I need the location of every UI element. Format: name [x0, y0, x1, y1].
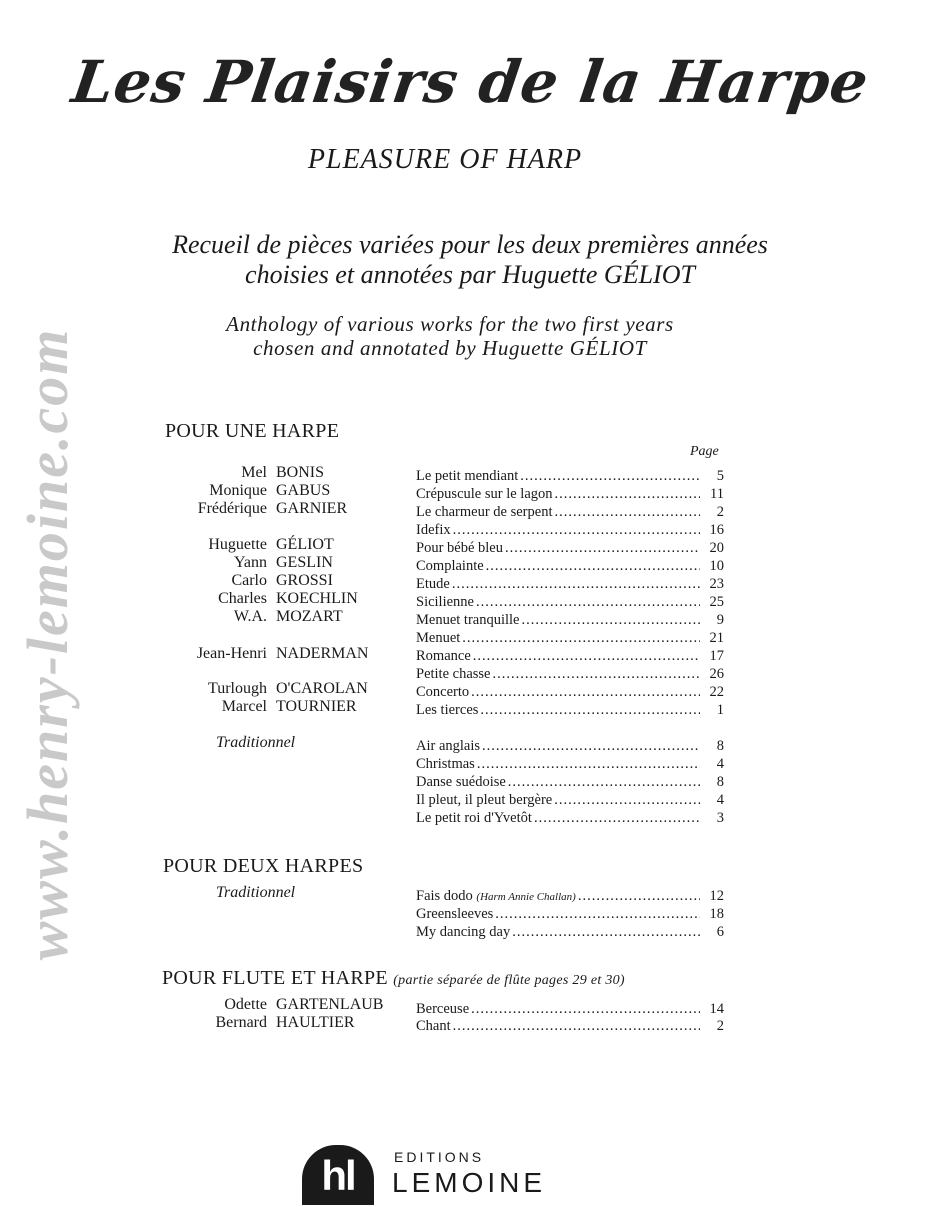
section-heading-flute-et-harpe — [162, 967, 625, 990]
toc-entry: Il pleut, il pleut bergère ..... 4 — [416, 792, 724, 810]
composer-first-name: Turlough — [208, 680, 267, 697]
section-heading-text: POUR FLUTE ET HARPE — [162, 967, 388, 989]
toc-entry: Chant ..... 2 — [416, 1018, 724, 1036]
publisher-logo-mark: hl — [302, 1145, 374, 1205]
description-english-line-1: Anthology of various works for the two first years — [226, 312, 674, 336]
toc-entry: Fais dodo (Harm Annie Challan) ..... 12 — [416, 888, 724, 906]
toc-entry: Le petit roi d'Yvetôt ..... 3 — [416, 810, 724, 828]
composer-last-name: GROSSI — [276, 572, 333, 589]
toc-entry: Crépuscule sur le lagon ..... 11 — [416, 486, 724, 504]
composer-last-name: BONIS — [276, 464, 325, 481]
toc-entry: Idefix ..... 16 — [416, 522, 724, 540]
page-subtitle: PLEASURE OF HARP — [307, 144, 583, 175]
watermark-url: www.henry-lemoine.com — [15, 327, 80, 961]
composer-first-name: Yann — [233, 554, 267, 571]
description-french-line-1: Recueil de pièces variées pour les deux premières années — [172, 230, 768, 259]
toc-entry: Le charmeur de serpent ..... 2 — [416, 504, 724, 522]
traditional-label: Traditionnel — [216, 884, 296, 901]
traditional-label: Traditionnel — [216, 734, 296, 751]
toc-entry: Petite chasse ..... 26 — [416, 666, 724, 684]
toc-entry: Romance ..... 17 — [416, 648, 724, 666]
composer-last-name: GARTENLAUB — [276, 996, 384, 1013]
toc-entry: Le petit mendiant ..... 5 — [416, 468, 724, 486]
section-heading-note: (partie séparée de flûte pages 29 et 30) — [393, 973, 625, 988]
description-french-line-2: choisies et annotées par Huguette GÉLIOT — [245, 260, 695, 289]
description-french — [90, 230, 850, 290]
composer-first-name: Jean-Henri — [196, 645, 267, 662]
composer-first-name: Monique — [209, 482, 267, 499]
description-english-line-2: chosen and annotated by Huguette GÉLIOT — [253, 336, 647, 360]
toc-entry: Christmas ..... 4 — [416, 756, 724, 774]
toc-entry: Concerto ..... 22 — [416, 684, 724, 702]
toc-entry: Menuet ..... 21 — [416, 630, 724, 648]
composer-first-name: Carlo — [231, 572, 267, 589]
composer-first-name: Mel — [241, 464, 267, 481]
toc-entry: Les tierces ..... 1 — [416, 702, 724, 720]
toc-entry: Danse suédoise ..... 8 — [416, 774, 724, 792]
composer-last-name: GESLIN — [276, 554, 333, 571]
description-english — [150, 312, 750, 360]
page-title: Les Plaisirs de la Harpe — [67, 48, 874, 116]
toc-entry: Menuet tranquille ..... 9 — [416, 612, 724, 630]
publisher-line-1: EDITIONS — [394, 1149, 485, 1165]
composer-last-name: GARNIER — [276, 500, 348, 517]
composer-last-name: HAULTIER — [276, 1014, 355, 1031]
publisher-line-2: LEMOINE — [392, 1167, 547, 1198]
toc-entry: Sicilienne ..... 25 — [416, 594, 724, 612]
toc-entry: Greensleeves ..... 18 — [416, 906, 724, 924]
composer-first-name: Marcel — [221, 698, 267, 715]
composer-first-name: Frédérique — [197, 500, 267, 517]
toc-entry: Pour bébé bleu ..... 20 — [416, 540, 724, 558]
section-heading-deux-harpes: POUR DEUX HARPES — [163, 855, 364, 877]
toc-entry: Berceuse ..... 14 — [416, 1001, 724, 1019]
composer-last-name: MOZART — [276, 608, 343, 625]
composer-first-name: Charles — [218, 590, 267, 607]
composer-last-name: GÉLIOT — [276, 536, 334, 553]
composer-first-name: Odette — [224, 996, 267, 1013]
toc-entry: Etude ..... 23 — [416, 576, 724, 594]
section-heading-une-harpe: POUR UNE HARPE — [165, 420, 340, 442]
publisher-logo — [302, 1145, 552, 1200]
toc-entry: Air anglais ..... 8 — [416, 738, 724, 756]
composer-first-name: W.A. — [233, 608, 267, 625]
composer-last-name: TOURNIER — [276, 698, 357, 715]
toc-entry: My dancing day ..... 6 — [416, 924, 724, 942]
toc-entry: Complainte ..... 10 — [416, 558, 724, 576]
composer-last-name: GABUS — [276, 482, 331, 499]
composer-last-name: O'CAROLAN — [276, 680, 368, 697]
composer-last-name: KOECHLIN — [276, 590, 358, 607]
composer-last-name: NADERMAN — [276, 645, 369, 662]
composer-first-name: Huguette — [208, 536, 267, 553]
composer-first-name: Bernard — [215, 1014, 267, 1031]
page-column-header: Page — [690, 444, 719, 459]
